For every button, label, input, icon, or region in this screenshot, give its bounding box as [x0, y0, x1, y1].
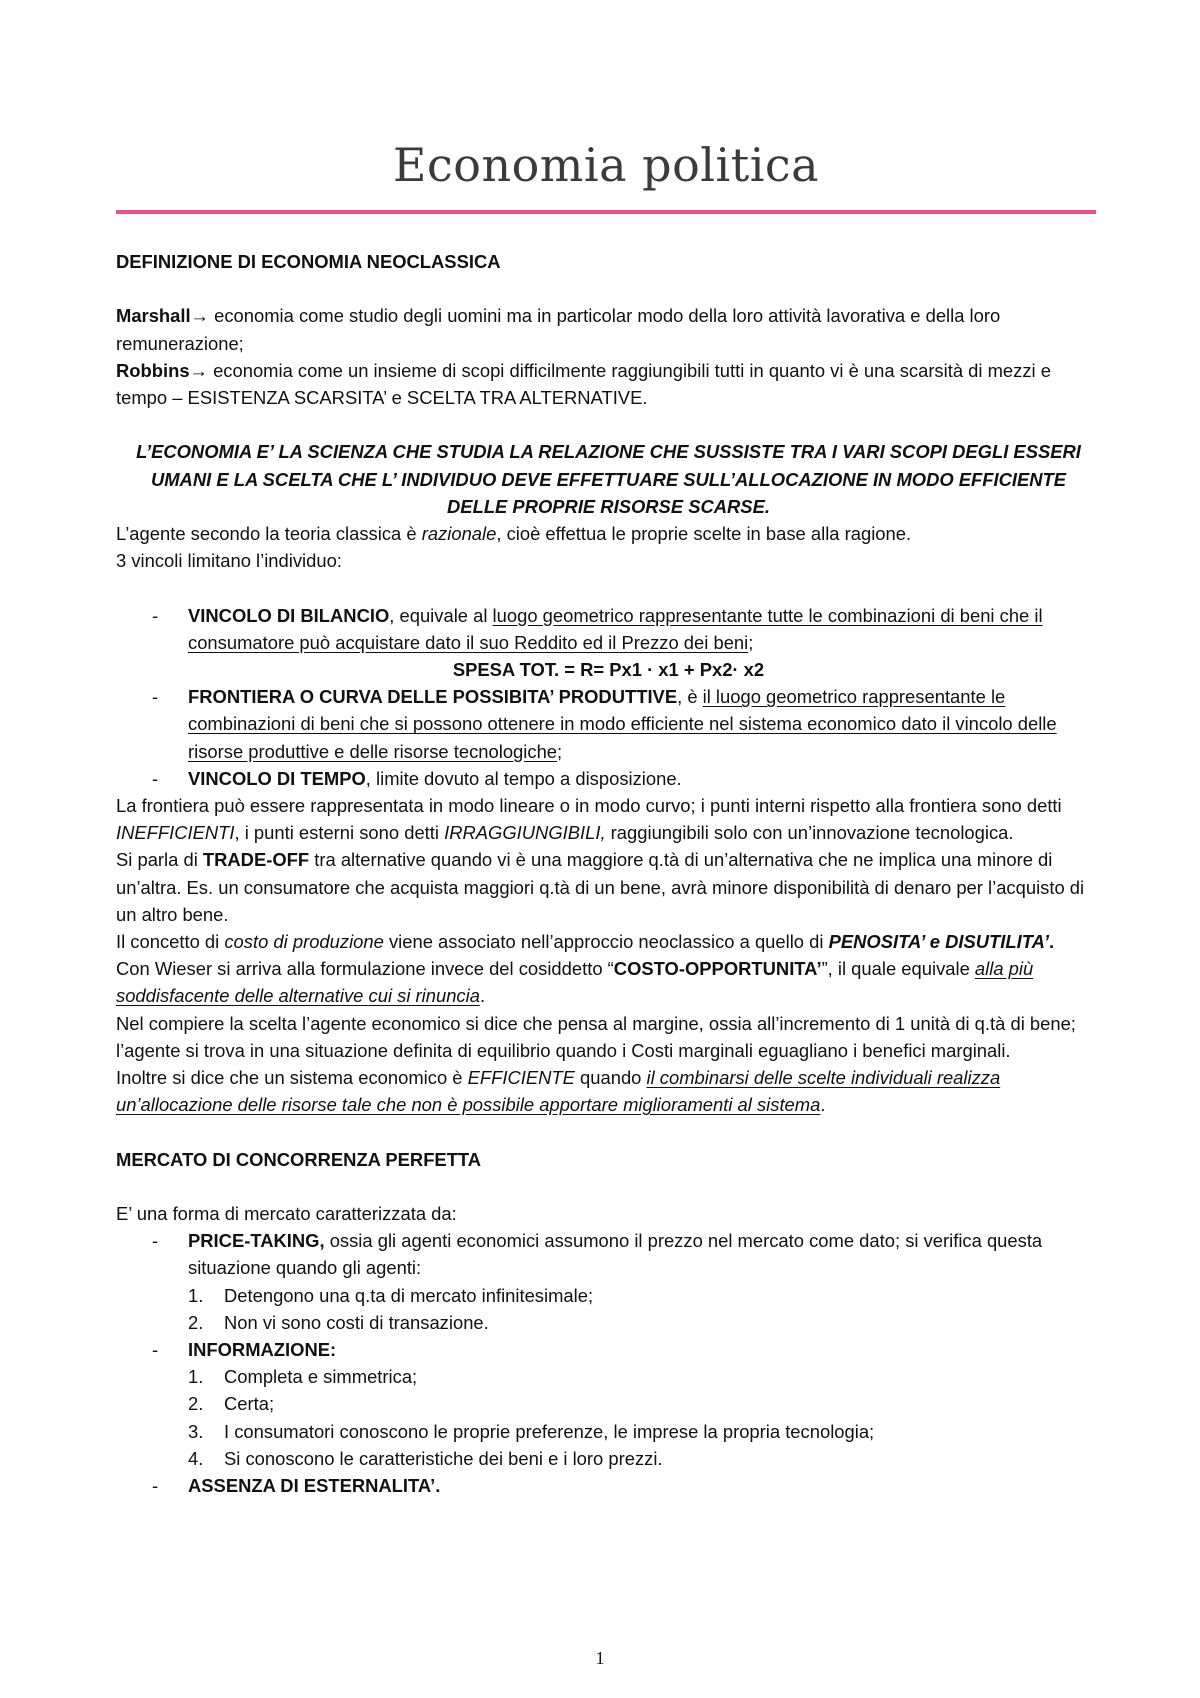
numbered-item: 2. Certa;	[188, 1393, 275, 1415]
numbered-item: 1. Completa e simmetrica;	[188, 1366, 418, 1388]
marshall-label: Marshall	[116, 305, 191, 327]
list-item-informazione: - INFORMAZIONE:	[152, 1339, 337, 1361]
numbered-item: 4. Si conoscono le caratteristiche dei beni e i loro prezzi.	[188, 1447, 663, 1469]
formula-spesa: SPESA TOT. = R= Px1 · x1 + Px2· x2	[452, 659, 765, 680]
robbins-label: Robbins	[116, 359, 190, 381]
page-title: Economia politica	[392, 138, 820, 192]
numbered-item: 1. Detengono una q.ta di mercato infinitesimale;	[188, 1284, 594, 1306]
paragraph-frontiera: La frontiera può essere rappresentata in modo lineare o in modo curvo; i punti interni rispetto alla frontiera sono detti INEFFICIENTI, i punti esterni sono detti IRRAGGIUNGIBILI, raggiungibili solo con un’innovazione tecnologica.	[116, 795, 1062, 844]
arrow-icon: →	[189, 359, 208, 381]
numbered-item: 3. I consumatori conoscono le proprie preferenze, le imprese la propria tecnologia;	[188, 1420, 875, 1442]
document-body	[116, 248, 1101, 1499]
definition-line-1: L’ECONOMIA E’ LA SCIENZA CHE STUDIA LA RELAZIONE CHE SUSSISTE TRA I VARI SCOPI DEGLI ESSERI	[136, 441, 1081, 463]
numbered-item: 2. Non vi sono costi di transazione.	[188, 1311, 489, 1333]
paragraph-robbins: Robbins→ economia come un insieme di scopi difficilmente raggiungibili tutti in quanto vi è una scarsità di mezzi e tempo – ESISTENZA SCARSITA’ e SCELTA TRA ALTERNATIVE.	[116, 359, 1051, 408]
title-divider	[116, 210, 1096, 214]
definition-line-2: UMANI E LA SCELTA CHE L’ INDIVIDUO DEVE EFFETTUARE SULL’ALLOCAZIONE IN MODO EFFICIENTE	[150, 468, 1067, 490]
paragraph-margine: Nel compiere la scelta l’agente economico si dice che pensa al margine, ossia all’incremento di 1 unità di q.tà di bene; l’agente si trova in una situazione definita di equilibrio quando i Costi marginali eguagliano i benefici marginali.	[116, 1012, 1076, 1061]
section-heading-neoclassica: DEFINIZIONE DI ECONOMIA NEOCLASSICA	[116, 251, 501, 272]
definition-line-3: DELLE PROPRIE RISORSE SCARSE.	[447, 495, 770, 517]
paragraph-efficiente: Inoltre si dice che un sistema economico è EFFICIENTE quando il combinarsi delle scelte individuali realizza un’allocazione delle risorse tale che non è possibile apportare miglioramenti al sistema.	[116, 1067, 1001, 1116]
arrow-icon: →	[190, 305, 210, 327]
paragraph-trade-off: Si parla di TRADE-OFF tra alternative quando vi è una maggiore q.tà di un’alternativa che ne implica una minore di un’altra. Es. un consumatore che acquista maggiori q.tà di un bene, avrà minore disponibilità di denaro per l’acquisto di un altro bene.	[116, 849, 1085, 925]
list-item-vincolo-bilancio: - VINCOLO DI BILANCIO, equivale al luogo geometrico rappresentante tutte le combinazioni di beni che il consumatore può acquistare dato il suo Reddito ed il Prezzo dei beni;	[152, 604, 1043, 653]
list-item-price-taking: - PRICE-TAKING, ossia gli agenti economici assumono il prezzo nel mercato come dato; si verifica questa situazione quando gli agenti:	[152, 1230, 1043, 1279]
section-heading-mercato: MERCATO DI CONCORRENZA PERFETTA	[116, 1148, 482, 1170]
list-item-frontiera: - FRONTIERA O CURVA DELLE POSSIBITA’ PRODUTTIVE, è il luogo geometrico rappresentante le combinazioni di beni che si possono ottenere in modo efficiente nel sistema economico dato il vincolo delle risorse produttive e delle risorse tecnologiche;	[152, 686, 1057, 762]
paragraph-agente: L’agente secondo la teoria classica è razionale, cioè effettua le proprie scelte in base alla ragione.	[116, 523, 912, 544]
paragraph-mercato-intro: E’ una forma di mercato caratterizzata da:	[116, 1203, 457, 1225]
list-item-esternalita: - ASSENZA DI ESTERNALITA’.	[152, 1475, 441, 1497]
list-item-vincolo-tempo: - VINCOLO DI TEMPO, limite dovuto al tempo a disposizione.	[152, 767, 682, 789]
paragraph-marshall: Marshall→ economia come studio degli uomini ma in particolar modo della loro attività lavorativa e della loro remunerazione;	[116, 305, 1001, 354]
page-number: 1	[595, 1648, 605, 1668]
paragraph-wieser: Con Wieser si arriva alla formulazione invece del cosiddetto “COSTO-OPPORTUNITA’”, il quale equivale alla più soddisfacente delle alternative cui si rinuncia.	[116, 958, 1034, 1007]
paragraph-costo: Il concetto di costo di produzione viene associato nell’approccio neoclassico a quello di PENOSITA’ e DISUTILITA’.	[116, 931, 1055, 953]
paragraph-vincoli-intro: 3 vincoli limitano l’individuo:	[116, 550, 342, 572]
